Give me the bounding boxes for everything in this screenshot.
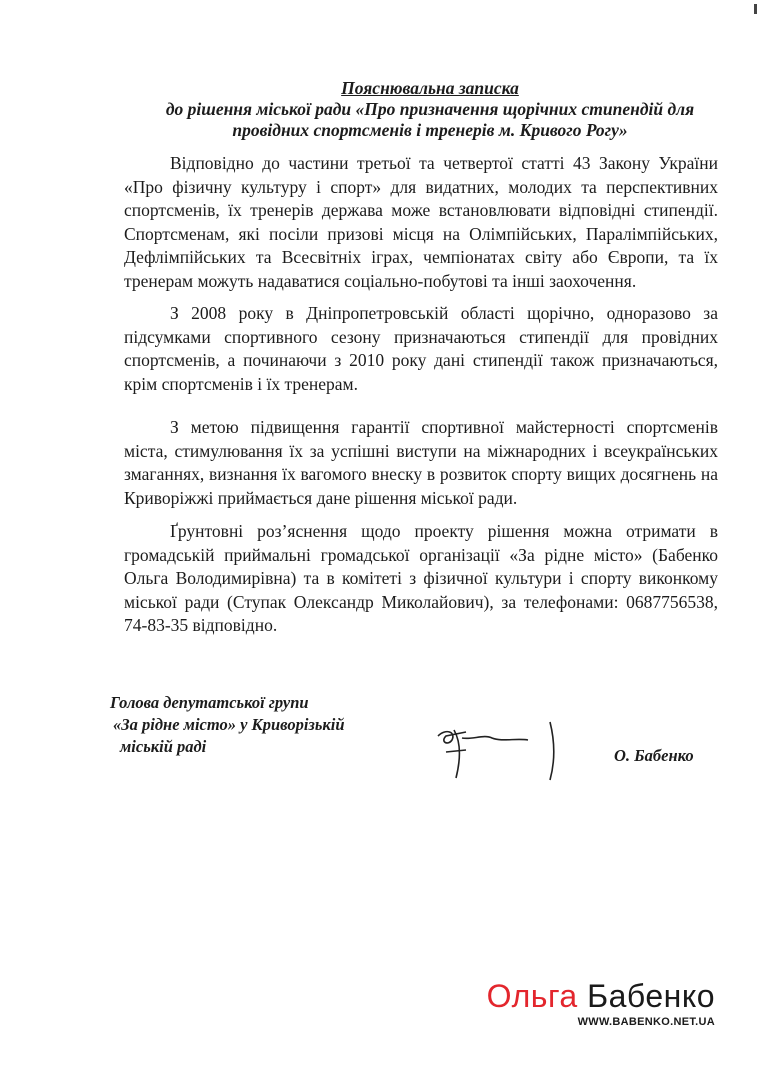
scan-mark (754, 4, 757, 14)
watermark-first-name: Ольга (486, 978, 578, 1014)
signatory-title (110, 692, 410, 758)
watermark-logo (487, 978, 715, 1014)
signatory-title-line-3: міській раді (120, 737, 207, 756)
watermark-last-name: Бабенко (587, 978, 715, 1014)
paragraph-2: З 2008 року в Дніпропетровській області щорічно, одноразово за підсумками спортивного сезону призначаються стипендії для провідних спортсменів, а починаючи з 2010 року дані стипендії також призначаються, крім спортсменів і їх тренерам. (124, 303, 718, 394)
paragraph-4: Ґрунтовні роз’яснення щодо проекту рішення можна отримати в громадській приймальні громадської організації «За рідне місто» (Бабенко Ольга Володимирівна) та в комітеті з фізичної культури і спорту виконкому міської ради (Ступак Олександр Миколайович), за телефонами: 0687756538, 74-83-35 відповідно. (124, 521, 718, 635)
title-line-3: провідних спортсменів і тренерів м. Кривого Рогу» (232, 120, 628, 140)
signatory-title-line-2: «За рідне місто» у Криворізькій (113, 715, 345, 734)
signatory-title-line-1: Голова депутатської групи (110, 693, 309, 712)
title-line-2: до рішення міської ради «Про призначення щорічних стипендій для (165, 99, 695, 119)
title-line-1: Пояснювальна записка (341, 78, 519, 98)
signatory-name: О. Бабенко (614, 746, 694, 765)
handwritten-signature (432, 718, 572, 788)
watermark (487, 978, 715, 1028)
document-title (150, 78, 710, 141)
paragraph-1: Відповідно до частини третьої та четвертої статті 43 Закону України «Про фізичну культуру і спорт» для видатних, молодих та перспективних спортсменів, їх тренерів держава може встановлювати відповідні стипендії. Спортсменам, які посіли призові місця на Олімпійських, Паралімпійських, Дефлімпійських та Всесвітніх іграх, чемпіонатах світу або Європи, та їх тренерам можуть надаватися соціально-побутові та інші заохочення. (124, 153, 718, 291)
paragraph-3: З метою підвищення гарантії спортивної майстерності спортсменів міста, стимулювання їх за успішні виступи на міжнародних і всеукраїнських змаганнях, визнання їх вагомого внеску в розвиток спорту вищих досягнень на Криворіжжі приймається дане рішення міської ради. (124, 417, 718, 508)
watermark-url: WWW.BABENKO.NET.UA (577, 1016, 715, 1028)
